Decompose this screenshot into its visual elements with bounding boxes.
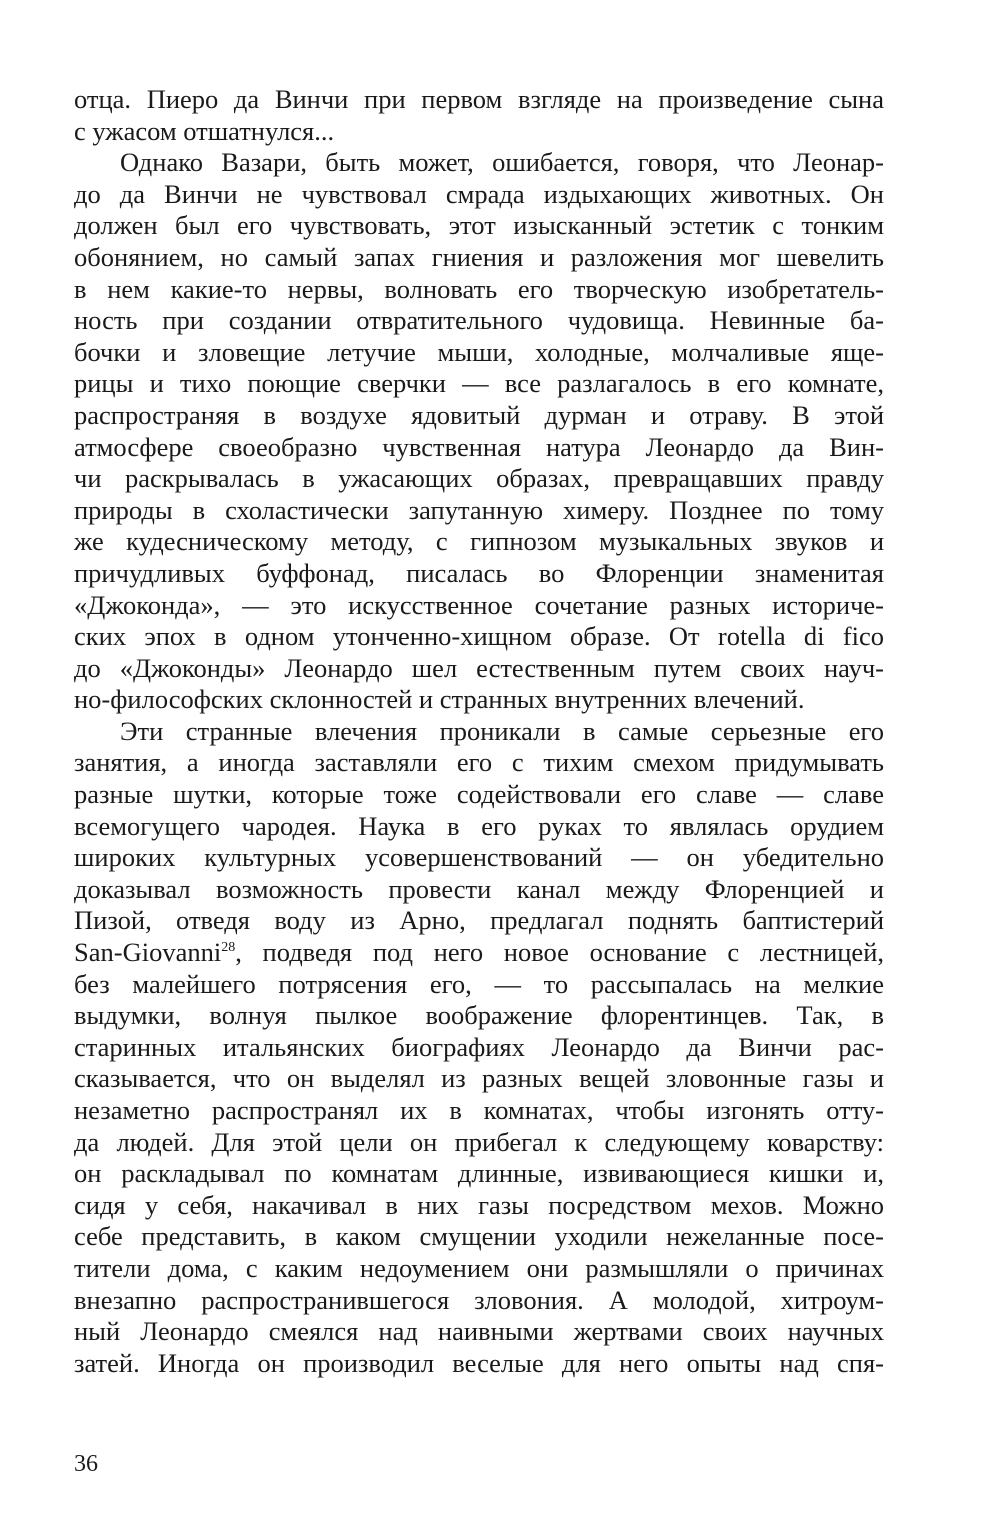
- text-line: старинных итальянских биографиях Леонардо да Винчи рас-: [74, 1031, 884, 1062]
- text-line: причудливых буффонад, писалась во Флоренции знаменитая: [74, 557, 884, 588]
- text-line: в нем какие-то нервы, волновать его творческую изобретатель-: [74, 273, 884, 304]
- text-line-with-footnote: [74, 937, 884, 969]
- text-line: он раскладывал по комнатам длинные, извивающиеся кишки и,: [74, 1158, 884, 1189]
- text-line: до «Джоконды» Леонардо шел естественным путем своих науч-: [74, 652, 884, 683]
- text-line: незаметно распространял их в комнатах, чтобы изгонять отту-: [74, 1095, 884, 1125]
- text-line: Эти странные влечения проникали в самые серьезные его: [120, 715, 884, 746]
- text-line: ность при создании отвратительного чудовища. Невинные ба-: [74, 305, 884, 336]
- text-line: но-философских склонностей и странных внутренних влечений.: [74, 684, 805, 715]
- text-line: внезапно распространившегося зловония. А молодой, хитроум-: [74, 1284, 884, 1315]
- text-line: рицы и тихо поющие сверчки — все разлагалось в его комнате,: [74, 368, 884, 399]
- text-line: бочки и зловещие летучие мыши, холодные, молчаливые яще-: [74, 336, 884, 367]
- text-line: себе представить, в каком смущении уходили нежеланные посе-: [74, 1221, 884, 1252]
- page-body: [74, 84, 884, 1379]
- text-line: должен был его чувствовать, этот изысканный эстетик с тонким: [74, 210, 884, 241]
- paragraph: [74, 147, 884, 716]
- text-line: «Джоконда», — это искусственное сочетание разных историче-: [74, 589, 884, 620]
- text-line: распространяя в воздухе ядовитый дурман и отраву. В этой: [74, 399, 884, 430]
- text-line: Однако Вазари, быть может, ошибается, говоря, что Леонар-: [120, 147, 884, 178]
- paragraph: [74, 84, 884, 147]
- text-line: широких культурных усовершенствований — он убедительно: [74, 842, 884, 873]
- text-line: чи раскрывалась в ужасающих образах, превращавших правду: [74, 463, 884, 494]
- text-line: затей. Иногда он производил веселые для него опыты над спя-: [74, 1347, 884, 1378]
- text-line: с ужасом отшатнулся...: [74, 115, 335, 146]
- text-line: обонянием, но самый запах гниения и разложения мог шевелить: [74, 241, 884, 272]
- text-line: без малейшего потрясения его, — то рассыпалась на мелкие: [74, 968, 884, 999]
- paragraph: [74, 716, 884, 1379]
- text-line: ских эпох в одном утонченно-хищном образе. От rotella di fico: [74, 621, 884, 652]
- text-line: выдумки, волнуя пылкое воображение флорентинцев. Так, в: [74, 1000, 884, 1031]
- text-line: сидя у себя, накачивал в них газы посредством мехов. Можно: [74, 1189, 884, 1220]
- text-line: Пизой, отведя воду из Арно, предлагал поднять баптистерий: [74, 905, 884, 936]
- footnote-line-before: San-Giovanni: [74, 937, 222, 968]
- footnote-line-after: , подведя под него новое основание с лестницей,: [235, 937, 884, 968]
- text-line: доказывал возможность провести канал между Флоренцией и: [74, 873, 884, 904]
- text-line: же кудесническому методу, с гипнозом музыкальных звуков и: [74, 526, 884, 557]
- text-line: до да Винчи не чувствовал смрада издыхающих животных. Он: [74, 178, 884, 209]
- text-line: отца. Пиеро да Винчи при первом взгляде на произведение сына: [74, 84, 884, 114]
- footnote-reference[interactable]: 28: [221, 940, 236, 956]
- text-line: да людей. Для этой цели он прибегал к следующему коварству:: [74, 1126, 884, 1157]
- text-line: природы в схоластически запутанную химеру. Позднее по тому: [74, 494, 884, 525]
- text-line: всемогущего чародея. Наука в его руках то являлась орудием: [74, 810, 884, 841]
- text-line: разные шутки, которые тоже содействовали его славе — славе: [74, 779, 884, 810]
- page-number: 36: [74, 1451, 98, 1477]
- text-line: сказывается, что он выделял из разных вещей зловонные газы и: [74, 1063, 884, 1094]
- text-line: ный Леонардо смеялся над наивными жертвами своих научных: [74, 1316, 884, 1347]
- text-line: занятия, а иногда заставляли его с тихим смехом придумывать: [74, 747, 884, 778]
- text-line: атмосфере своеобразно чувственная натура Леонардо да Вин-: [74, 431, 884, 462]
- text-line: тители дома, с каким недоумением они размышляли о причинах: [74, 1252, 884, 1283]
